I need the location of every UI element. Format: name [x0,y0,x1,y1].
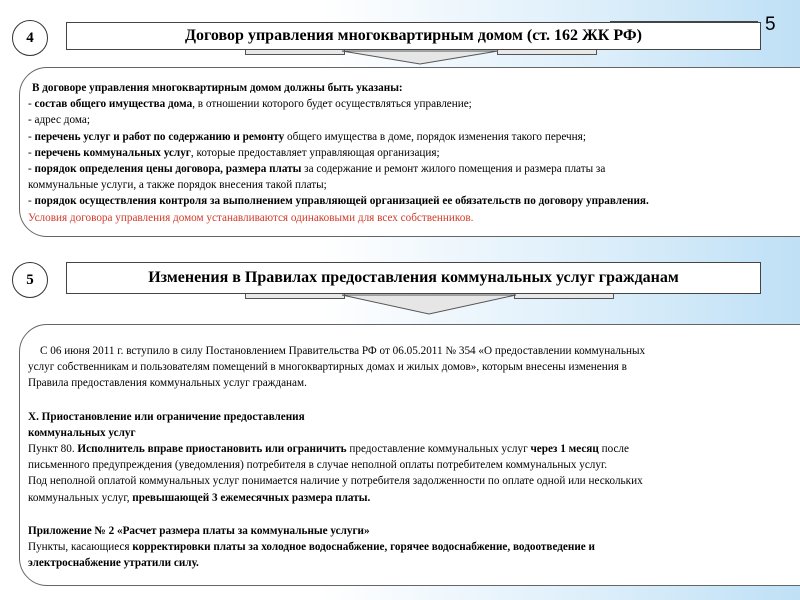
text-segment: предоставление коммунальных услуг [346,443,531,456]
slide-number: 5 [765,14,776,35]
section-title: Изменения в Правилах предоставления коммунальных услуг гражданам [148,269,679,286]
text-line [28,490,778,506]
text-line [28,473,778,489]
text-segment: за содержание и ремонт жилого помещения и размера платы за [301,163,606,176]
text-line [28,96,778,112]
text-segment: услуг собственникам и пользователям помещений в многоквартирных домах и жилых домов», которым внесены изменения в [28,361,627,374]
title-pointer-arrow [340,50,500,66]
text-line [28,129,778,145]
text-segment: , которые предоставляет управляющая организация; [190,146,440,159]
text-segment: превышающей 3 ежемесячных размера платы. [132,491,371,504]
text-segment: письменного предупреждения (уведомления) потребителя в случае неполной оплаты потребителем коммунальных услуг. [28,459,608,472]
section-title-box [66,262,761,294]
text-segment: порядок осуществления контроля за выполнением управляющей организацией ее обязательств по договору управления. [34,195,649,208]
text-segment: коммунальных услуг [28,426,136,439]
section-text [28,343,778,571]
text-segment: коммунальных услуг, [28,491,133,504]
text-segment: Приложение № 2 «Расчет размера платы за коммунальные услуги» [28,524,370,537]
text-line [28,193,778,209]
text-line [28,409,778,425]
text-line [28,359,778,375]
title-tab-right [514,294,614,299]
title-tab-left [245,294,345,299]
text-segment: , в отношении которого будет осуществляться управление; [192,98,472,111]
text-segment: через 1 месяц [530,443,599,456]
text-line [28,441,778,457]
text-segment: Исполнитель вправе приостановить или ограничить [77,443,347,456]
section-text [28,80,778,226]
text-segment: Условия договора управления домом устанавливаются одинаковыми для всех собственников. [28,211,474,224]
text-segment: состав общего имущества дома [34,98,193,111]
text-line [28,80,778,96]
text-segment: общего имущества в доме, порядок изменения такого перечня; [284,130,586,143]
text-line [28,145,778,161]
title-tab-right [497,50,597,55]
text-segment: Пункты, касающиеся [28,541,133,554]
text-segment: порядок определения цены договора, размера платы [34,163,302,176]
text-segment: X. Приостановление или ограничение предоставления [28,410,305,423]
text-segment: Правила предоставления коммунальных услуг гражданам. [28,377,307,390]
text-segment: после [598,443,629,456]
text-segment: корректировки платы за холодное водоснабжение, горячее водоснабжение, водоотведение и [132,541,595,554]
text-segment: Под неполной оплатой коммунальных услуг понимается наличие у потребителя задолженности по оплате одной или нескольких [28,475,643,488]
section-number-badge: 5 [12,262,48,298]
text-segment: - [28,98,35,111]
text-segment: электроснабжение утратили силу. [28,557,199,570]
text-line [28,210,778,226]
title-pointer-arrow [340,294,518,316]
section-content-panel [19,67,800,237]
text-line [28,506,778,523]
text-segment: С 06 июня 2011 г. вступило в силу Постановлением Правительства РФ от 06.05.2011 № 354 «О предоставлении коммунальных [40,345,646,357]
section-title: Договор управления многоквартирным домом (ст. 162 ЖК РФ) [185,27,642,44]
text-segment: коммунальные услуги, а также порядок внесения такой платы; [28,179,327,192]
text-segment: - [28,195,35,208]
text-segment: - [28,130,35,143]
text-segment: В договоре управления многоквартирным домом должны быть указаны: [32,82,403,94]
text-line [28,375,778,391]
text-line [28,523,778,539]
section-content-panel [19,324,800,586]
text-line [28,177,778,193]
text-line [28,425,778,441]
text-segment: Пункт 80. [28,443,78,456]
text-line [28,112,778,128]
text-segment: перечень услуг и работ по содержанию и ремонту [34,130,285,143]
text-line [28,161,778,177]
text-line [28,555,778,571]
text-line [28,539,778,555]
text-line [28,392,778,409]
text-line [28,457,778,473]
text-segment: - адрес дома; [28,114,90,127]
text-segment: - [28,163,35,176]
text-segment: перечень коммунальных услуг [34,146,191,159]
title-tab-left [245,50,345,55]
text-segment: - [28,146,35,159]
section-number-badge: 4 [12,20,48,56]
text-line [28,343,778,359]
section-title-box [66,22,761,50]
